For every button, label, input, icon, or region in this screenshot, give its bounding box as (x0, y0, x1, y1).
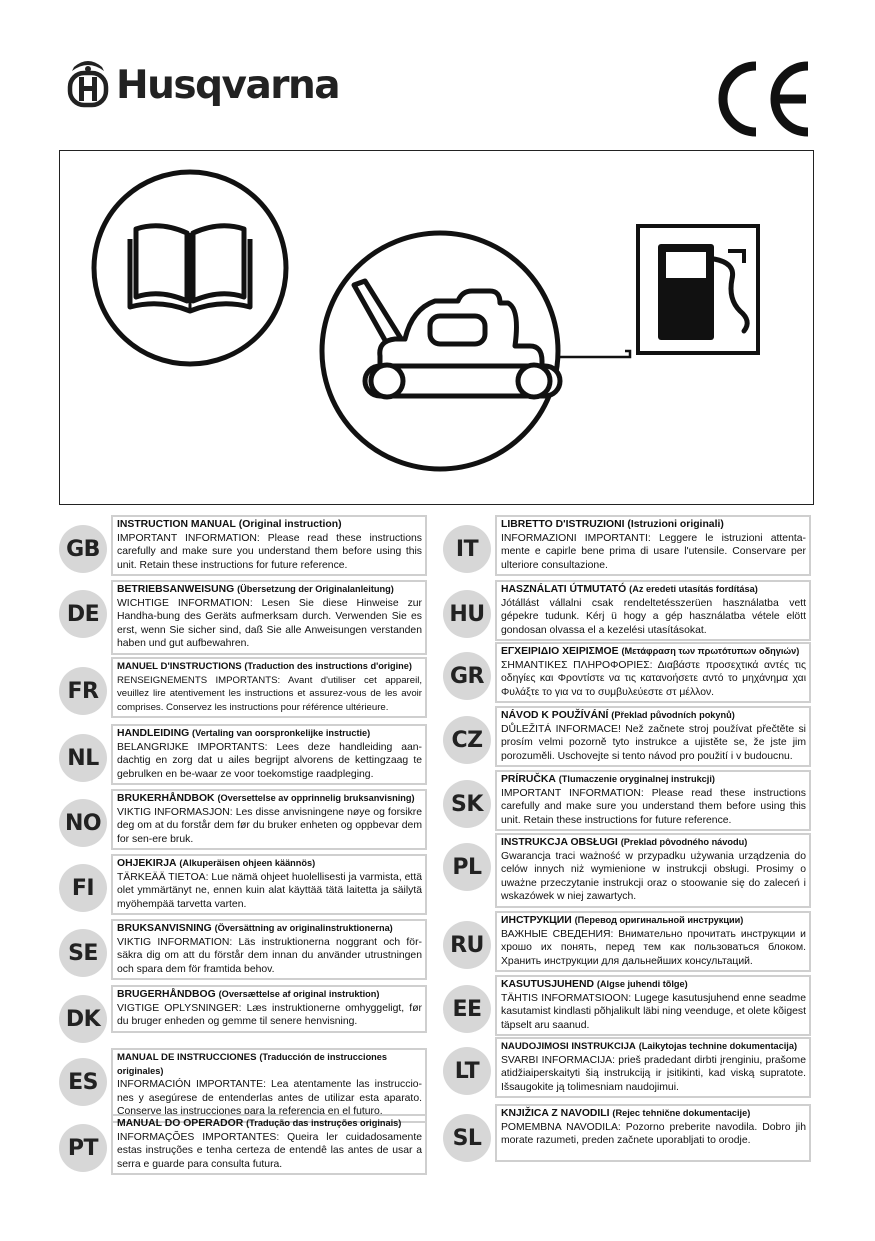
language-code-badge: GR (443, 652, 491, 700)
language-entry-de (59, 580, 444, 657)
lawn-mower-icon (322, 233, 560, 469)
language-text-box (111, 919, 427, 980)
manual-title: NAUDOJIMOSI INSTRUKCIJA (501, 1041, 636, 1052)
important-information-text: TÄRKEÄÄ TIETOA: Lue nämä ohjeet huolellisesti ja varmista, että olet ymmärtänyt ne, ennen kuin alat käyttää tätä laitetta ja säilytä myöhempää tarvetta varten. (117, 871, 422, 910)
important-information-text: TÄHTIS INFORMATSIOON: Lugege kasutusjuhend enne seadme kasutamist kindlasti põhjalikult läbi ning veenduge, et olete kõigest täpselt aru saanud. (501, 992, 806, 1031)
manual-subtitle: (Μετάφραση των πρωτότυπων οδηγιών) (621, 646, 800, 656)
important-information-text: WICHTIGE INFORMATION: Lesen Sie diese Hinweise zur Handha-bung des Geräts aufmerksam durch. Verwenden Sie es erst, wenn Sie sicher sind, daß Sie alle Anweisungen verstanden haben und gut aufbewahren. (117, 597, 422, 650)
language-code-badge: DE (59, 590, 107, 638)
manual-subtitle: (Alkuperäisen ohjeen käännös) (179, 858, 316, 868)
important-information-text: Gwarancja traci ważność w przypadku używania urządzenia do celów innych niż wymienione w instrukcji obsługi. Prosimy o uważne przeczytanie instrukcji oraz o stoowanie się do zaleceń i wskazówek w niej zawartych. (501, 850, 806, 903)
manual-title: PRÍRUČKA (501, 774, 556, 785)
important-information-text: Jótállást vállalni csak rendeltetésszerüen használatba vett gépekre tudunk. Kérj ü hogy a gép használatba vétele elött gondosan olvassa el a kezelési utasításokat. (501, 597, 806, 636)
manual-subtitle: (Oversettelse av opprinnelig bruksanvisning) (217, 793, 415, 803)
important-information-text: IMPORTANT INFORMATION: Please read these instructions carefully and make sure you understand them before using this unit. Retain these instructions for future reference. (501, 787, 806, 826)
language-code-badge: EE (443, 985, 491, 1033)
language-code-badge: NO (59, 799, 107, 847)
language-text-box (495, 911, 811, 972)
language-text-box (495, 515, 811, 576)
language-entry-nl (59, 724, 444, 789)
language-entry-gb (59, 515, 444, 580)
language-code-badge: SK (443, 780, 491, 828)
language-column-right (443, 515, 828, 1169)
fuel-pump-icon (638, 226, 758, 353)
language-text-box (495, 642, 811, 703)
language-text-box (111, 985, 427, 1033)
language-code-badge: DK (59, 995, 107, 1043)
important-information-text: INFORMAZIONI IMPORTANTI: Leggere le istruzioni attenta-mente e capirle bene prima di usare l'utensile. Conservare per ulteriore consultazione. (501, 532, 806, 571)
manual-title: MANUAL DE INSTRUCCIONES (117, 1052, 257, 1063)
important-information-text: ΣΗΜΑΝΤΙΚΕΣ ΠΛΗΡΟΦΟΡΙΕΣ: Διαβάστε προσεχτικά αντές τις οδηγίες και Φροντίστε να τις κατανοήσετε αντό το μηχάνημα χαι Φυλάξτε το για να το συμβυλεύεστε στ μέλλον. (501, 659, 806, 698)
language-code-badge: RU (443, 921, 491, 969)
manual-title: ΕΓΧΕΙΡΙΔΙΟ ΧΕΙΡΙΣΜΟΕ (501, 646, 619, 657)
language-entry-no (59, 789, 444, 854)
language-text-box (111, 657, 427, 718)
manual-title: INSTRUKCJA OBSŁUGI (501, 837, 618, 848)
important-information-text: DŮLEŽITÁ INFORMACE! Než začnete stroj používat přečtěte si prosím velmi pozorně tyto instrukce a ujistěte se, že jste jim porozuměli. Uschovejte si tento návod pro použití i v budoucnu. (501, 723, 806, 762)
language-entry-ee (443, 975, 828, 1037)
manual-subtitle: (Az eredeti utasítás fordítása) (629, 584, 758, 594)
language-code-badge: LT (443, 1047, 491, 1095)
language-code-badge: NL (59, 734, 107, 782)
manual-title: INSTRUCTION MANUAL (117, 519, 236, 530)
language-code-badge: IT (443, 525, 491, 573)
language-entry-es (59, 1048, 444, 1118)
manual-subtitle: (Tradução das instruções originais) (246, 1118, 402, 1128)
language-code-badge: GB (59, 525, 107, 573)
manual-title: OHJEKIRJA (117, 858, 177, 869)
safety-pictogram-panel (59, 150, 814, 505)
important-information-text: INFORMACIÓN IMPORTANTE: Lea atentamente las instruccio-nes y asegúrese de entenderlas antes de utilizar esta aparato. Conserve las instrucciones para la referencia en el futuro. (117, 1079, 422, 1118)
read-manual-icon (94, 172, 286, 364)
manual-title: NÁVOD K POUŽÍVÁNÍ (501, 710, 609, 721)
language-entry-pt (59, 1114, 444, 1179)
manual-subtitle: (Traduction des instructions d'origine) (244, 661, 412, 671)
manual-subtitle: (Traducción de instrucciones originales) (117, 1052, 388, 1076)
important-information-text: BELANGRIJKE IMPORTANTS: Lees deze handleiding aan-dachtig en zorg dat u ailes begrijpt alvorens de kettingzaag te gebrulken en be-waar ze voor toekomstige raadpleging. (117, 741, 422, 780)
manual-title: BETRIEBSANWEISUNG (117, 584, 235, 595)
language-code-badge: PL (443, 843, 491, 891)
language-text-box (495, 706, 811, 767)
language-text-box (495, 1037, 811, 1098)
important-information-text: POMEMBNA NAVODILA: Pozorno preberite navodila. Dobro jih morate razumeti, preden začnete uporabljati to orodje. (501, 1121, 806, 1147)
language-code-badge: HU (443, 590, 491, 638)
manual-subtitle: (Překlad původních pokynů) (611, 710, 735, 720)
language-entry-gr (443, 642, 828, 706)
manual-subtitle: (Перевод оригинальной инструкции) (574, 915, 744, 925)
important-information-text: RENSEIGNEMENTS IMPORTANTS: Avant d'utiliser cet appareil, veuillez lire atentivement les instructions et assurez-vous de les avoir comprises. Conservez les instructions pour référence ultérieure. (117, 674, 422, 713)
manual-title: MANUAL DO OPERADOR (117, 1118, 244, 1129)
language-text-box (495, 580, 811, 641)
language-text-box (495, 833, 811, 908)
language-entry-se (59, 919, 444, 985)
language-code-badge: PT (59, 1124, 107, 1172)
language-column-left (59, 515, 444, 1179)
important-information-text: SVARBI INFORMACIJA: prieš pradedant dirbti įrenginiu, prašome atidžiaiperskaityti šią instrukciją ir įsitikinti, kad viską supratote. Išsaugokite ją tolimesniam naudojimui. (501, 1054, 806, 1093)
manual-subtitle: (Rejec tehnične dokumentacije) (612, 1108, 751, 1118)
language-entry-dk (59, 985, 444, 1048)
manual-title: MANUEL D'INSTRUCTIONS (117, 661, 242, 672)
manual-subtitle: (Översättning av originalinstruktionerna) (214, 923, 393, 933)
language-text-box (111, 724, 427, 785)
language-entry-lt (443, 1037, 828, 1104)
important-information-text: VIGTIGE OPLYSNINGER: Læs instruktionerne omhyggeligt, før du bruger enheden og gemme til senere henvisning. (117, 1002, 422, 1028)
important-information-text: VIKTIG INFORMASJON: Les disse anvisningene nøye og forsikre deg om at du forstår dem før du bruker enheten og oppbevar dem for sen-ere bruk. (117, 806, 422, 845)
language-text-box (111, 789, 427, 850)
manual-title: ИНСТРУКЦИИ (501, 915, 572, 926)
language-entry-hu (443, 580, 828, 642)
manual-subtitle: (Algse juhendi tõlge) (596, 979, 688, 989)
language-entry-it (443, 515, 828, 580)
manual-subtitle: (Original instruction) (238, 519, 342, 530)
manual-subtitle: (Vertaling van oorspronkelijke instructie) (192, 728, 371, 738)
manual-subtitle: (Preklad pôvodného návodu) (620, 837, 748, 847)
language-code-badge: FI (59, 864, 107, 912)
language-text-box (111, 1114, 427, 1175)
language-entry-sk (443, 770, 828, 833)
language-code-badge: CZ (443, 716, 491, 764)
manual-title: BRUKSANVISNING (117, 923, 212, 934)
language-text-box (111, 854, 427, 915)
language-text-box (111, 515, 427, 576)
language-code-badge: SE (59, 929, 107, 977)
ce-mark-icon (712, 58, 812, 140)
manual-subtitle: (Laikytojas technine dokumentacija) (638, 1041, 798, 1051)
manual-title: LIBRETTO D'ISTRUZIONI (501, 519, 625, 530)
brand-name: Husqvarna (116, 62, 340, 108)
language-entry-sl (443, 1104, 828, 1169)
manual-subtitle: (Istruzioni originali) (627, 519, 724, 530)
manual-subtitle: (Oversættelse af original instruktion) (218, 989, 380, 999)
language-text-box (495, 975, 811, 1036)
language-entry-cz (443, 706, 828, 770)
manual-subtitle: (Übersetzung der Originalanleitung) (237, 584, 394, 594)
language-entry-pl (443, 833, 828, 911)
husqvarna-crown-icon (66, 61, 110, 109)
language-code-badge: SL (443, 1114, 491, 1162)
important-information-text: ВАЖНЫЕ СВЕДЕНИЯ: Внимательно прочитать инструкции и хрошо их понять, перед тем как пользоваться блоком. Хранить инструкции для дальнейших консультаций. (501, 928, 806, 967)
manual-title: HANDLEIDING (117, 728, 190, 739)
language-text-box (495, 1104, 811, 1162)
manual-title: BRUKERHÅNDBOK (117, 793, 215, 804)
important-information-text: VIKTIG INFORMATION: Läs instruktionerna noggrant och för-säkra dig om att du förstår dem innan du använder utrustningen och spara dem för framtida behov. (117, 936, 422, 975)
manual-title: HASZNÁLATI ÚTMUTATÓ (501, 584, 627, 595)
language-code-badge: FR (59, 667, 107, 715)
important-information-text: INFORMAÇÕES IMPORTANTES: Queira ler cuidadosamente estas instruções e tenha certeza de entendê las antes de usar a serra e guarde para consulta futura. (117, 1131, 422, 1170)
manual-title: KNJIŽICA Z NAVODILI (501, 1108, 610, 1119)
language-entry-ru (443, 911, 828, 975)
language-code-badge: ES (59, 1058, 107, 1106)
manual-title: BRUGERHÅNDBOG (117, 989, 216, 1000)
important-information-text: IMPORTANT INFORMATION: Please read these instructions carefully and make sure you understand them before using this unit. Retain these instructions for future reference. (117, 532, 422, 571)
language-text-box (495, 770, 811, 831)
manual-title: KASUTUSJUHEND (501, 979, 594, 990)
language-entry-fi (59, 854, 444, 919)
language-text-box (111, 1048, 427, 1123)
manual-subtitle: (Tlumaczenie oryginalnej instrukcji) (558, 774, 715, 784)
brand-logo (66, 60, 339, 110)
language-entry-fr (59, 657, 444, 724)
language-text-box (111, 580, 427, 655)
